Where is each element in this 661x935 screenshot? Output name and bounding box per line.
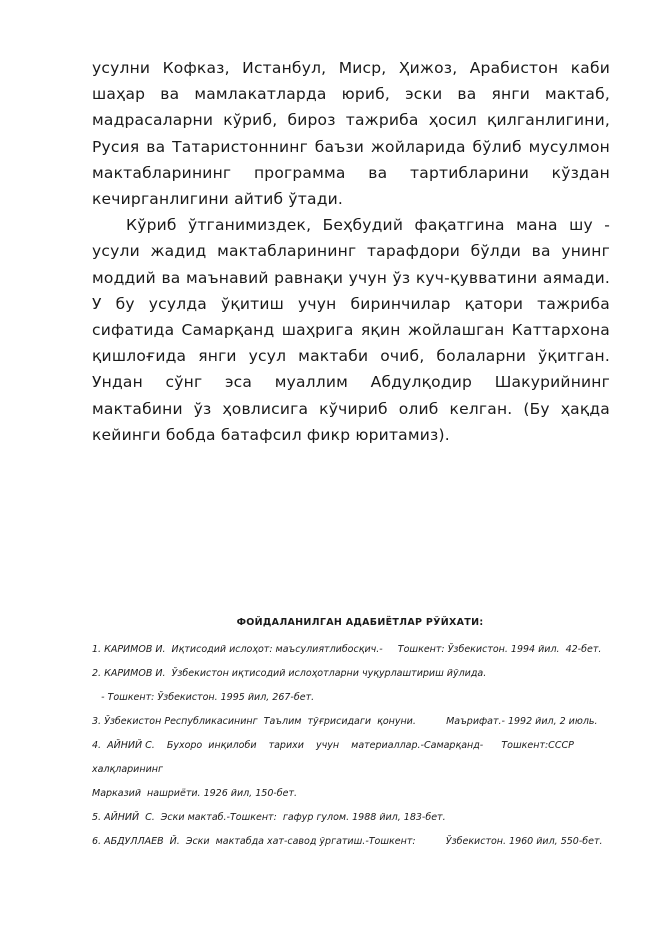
bibliography-item: 4. АЙНИЙ С. Бухоро инқилоби тарихи учун материаллар.-Самарқанд- Тошкент:СССР халқларининг xyxy=(92,740,580,775)
bibliography-item: 6. АБДУЛЛАЕВ Й. Эски мактабда хат-савод ўргатиш.-Тошкент: Ўзбекистон. 1960 йил, 550-бет. xyxy=(92,836,603,847)
bibliography-title: ФОЙДАЛАНИЛГАН АДАБИЁТЛАР РЎЙХАТИ: xyxy=(236,617,484,628)
bibliography xyxy=(92,617,616,854)
bibliography-item: 2. КАРИМОВ И. Ўзбекистон иқтисодий ислоҳотларни чуқурлаштириш йўлида. xyxy=(92,668,487,679)
paragraph-2: Кўриб ўтганимиздек, Беҳбудий фақатгина мана шу - усули жадид мактабларининг тарафдори бўлди ва унинг моддий ва маънавий равнақи учун ўз куч-қувватини аямади. У бу усулда ўқитиш учун биринчилар қатори тажриба сифатида Самарқанд шаҳрига яқин жойлашган Каттархона қишлоғида янги усул мактаби очиб, болаларни ўқитган. Ундан сўнг эса муаллим Абдулқодир Шакурийнинг мактабини ўз ҳовлисига кўчириб олиб келган. (Бу ҳақда кейинги бобда батафсил фикр юритамиз). xyxy=(92,216,610,444)
bibliography-item: - Тошкент: Ўзбекистон. 1995 йил, 267-бет. xyxy=(92,692,315,703)
bibliography-item: 5. АЙНИЙ С. Эски мактаб.-Тошкент: гафур гулом. 1988 йил, 183-бет. xyxy=(92,812,446,823)
body-text xyxy=(92,55,610,448)
bibliography-item: Марказий нашриёти. 1926 йил, 150-бет. xyxy=(92,788,298,799)
bibliography-list xyxy=(92,638,616,854)
paragraph-1: усулни Кофказ, Истанбул, Миср, Ҳижоз, Арабистон каби шаҳар ва мамлакатларда юриб, эски ва янги мактаб, мадрасаларни кўриб, бироз тажриба ҳосил қилганлигини, Русия ва Татаристоннинг баъзи жойларида бўлиб мусулмон мактабларининг программа ва тартибларини кўздан кечирганлигини айтиб ўтади. xyxy=(92,59,610,209)
bibliography-item: 3. Ўзбекистон Республикасининг Таълим тўғрисидаги қонуни. Маърифат.- 1992 йил, 2 июль. xyxy=(92,716,598,727)
bibliography-item: 1. КАРИМОВ И. Иқтисодий ислоҳот: маъсулиятлибосқич.- Тошкент: Ўзбекистон. 1994 йил. 42-бет. xyxy=(92,644,602,655)
